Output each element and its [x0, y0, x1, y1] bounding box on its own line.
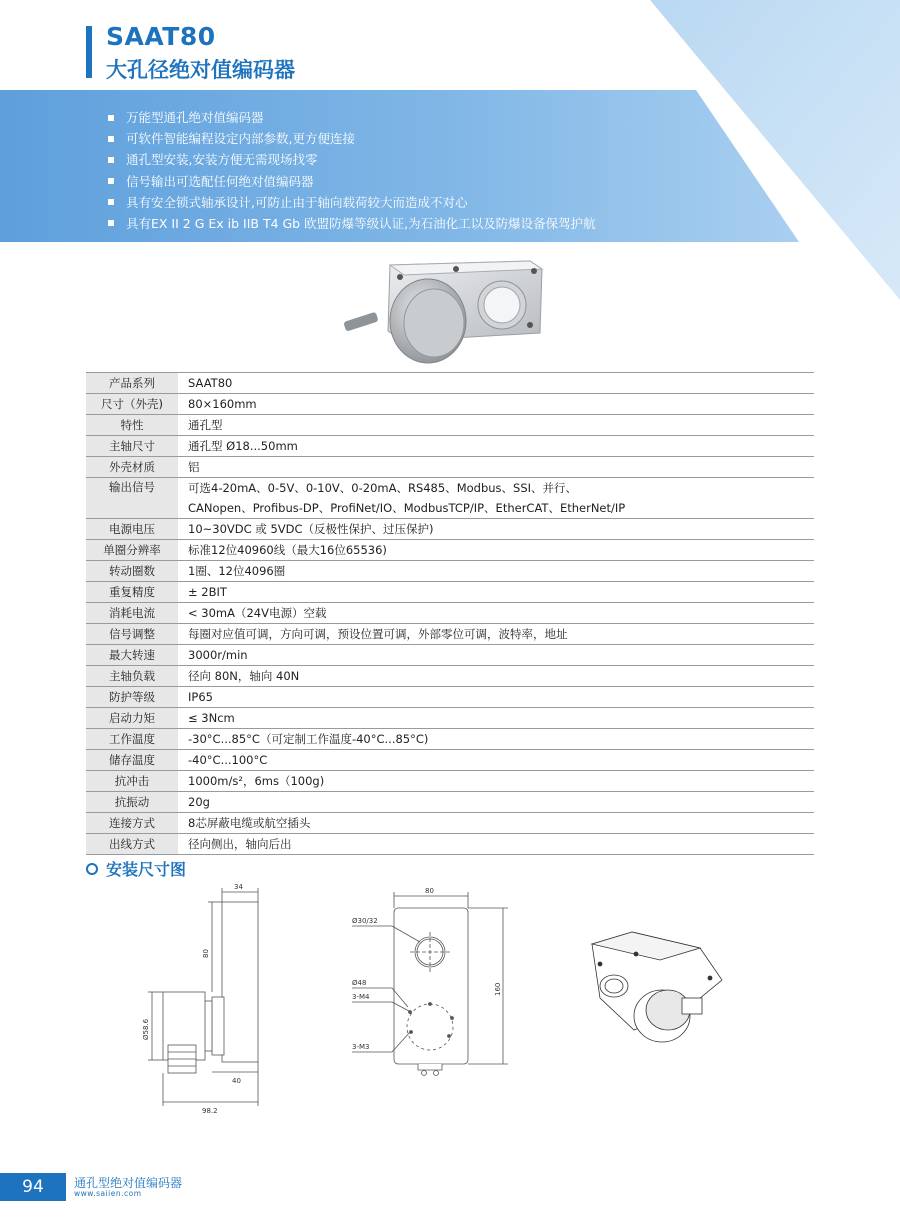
- feature-list: [108, 107, 596, 234]
- spec-value: 径向 80N，轴向 40N: [178, 666, 814, 687]
- table-row: [86, 457, 814, 478]
- spec-label: 出线方式: [86, 834, 178, 855]
- dim-label: Ø48: [352, 979, 367, 987]
- dim-label: 34: [234, 883, 243, 891]
- spec-label: 尺寸（外壳): [86, 394, 178, 415]
- spec-label: 抗冲击: [86, 771, 178, 792]
- spec-label: 主轴尺寸: [86, 436, 178, 457]
- feature-item: 具有安全锁式轴承设计,可防止由于轴向载荷较大而造成不对心: [108, 192, 596, 213]
- spec-value: SAAT80: [178, 373, 814, 394]
- spec-value: 8芯屏蔽电缆或航空插头: [178, 813, 814, 834]
- circle-icon: [86, 863, 98, 875]
- spec-value: 20g: [178, 792, 814, 813]
- spec-label: 连接方式: [86, 813, 178, 834]
- dim-label: Ø30/32: [352, 917, 378, 925]
- dimension-drawings: [0, 880, 900, 1130]
- table-row: [86, 415, 814, 436]
- side-view-drawing: [142, 883, 258, 1115]
- table-row: [86, 519, 814, 540]
- spec-table: [86, 372, 814, 855]
- spec-label: 特性: [86, 415, 178, 436]
- table-row: [86, 708, 814, 729]
- dim-label: 40: [232, 1077, 241, 1085]
- front-view-drawing: [352, 887, 508, 1076]
- table-row: [86, 687, 814, 708]
- footer-url: www.saiien.com: [74, 1189, 142, 1198]
- product-image: [330, 255, 570, 370]
- spec-value: -30°C...85°C（可定制工作温度-40°C...85°C): [178, 729, 814, 750]
- product-title: 大孔径绝对值编码器: [106, 58, 295, 82]
- spec-label: 消耗电流: [86, 603, 178, 624]
- spec-value: 3000r/min: [178, 645, 814, 666]
- table-row: [86, 373, 814, 394]
- footer-title: 通孔型绝对值编码器: [74, 1176, 183, 1190]
- spec-value: 径向侧出，轴向后出: [178, 834, 814, 855]
- title-accent-bar: [86, 26, 92, 78]
- dim-label: 3-M4: [352, 993, 370, 1001]
- bullet-icon: [108, 220, 114, 226]
- bullet-icon: [108, 157, 114, 163]
- table-row: [86, 813, 814, 834]
- spec-value: 通孔型: [178, 415, 814, 436]
- feature-item: 通孔型安装,安装方便无需现场找零: [108, 149, 596, 170]
- table-row: [86, 750, 814, 771]
- table-row: [86, 771, 814, 792]
- table-row: [86, 624, 814, 645]
- spec-label: 转动圈数: [86, 561, 178, 582]
- spec-value: 1圈、12位4096圈: [178, 561, 814, 582]
- spec-label: 启动力矩: [86, 708, 178, 729]
- spec-value: 每圈对应值可调，方向可调，预设位置可调，外部零位可调，波特率，地址: [178, 624, 814, 645]
- isometric-view-drawing: [592, 932, 722, 1042]
- spec-label: 工作温度: [86, 729, 178, 750]
- feature-item: 可软件智能编程设定内部参数,更方便连接: [108, 128, 596, 149]
- page-footer: [0, 1173, 900, 1201]
- spec-value: ≤ 3Ncm: [178, 708, 814, 729]
- feature-item: 万能型通孔绝对值编码器: [108, 107, 596, 128]
- spec-label: 输出信号: [86, 478, 178, 519]
- spec-label: 产品系列: [86, 373, 178, 394]
- spec-value: 标准12位40960线（最大16位65536): [178, 540, 814, 561]
- table-row: [86, 729, 814, 750]
- bullet-icon: [108, 115, 114, 121]
- spec-label: 主轴负载: [86, 666, 178, 687]
- dim-label: Ø58.6: [142, 1018, 150, 1040]
- table-row: [86, 792, 814, 813]
- spec-label: 电源电压: [86, 519, 178, 540]
- spec-value: 10~30VDC 或 5VDC（反极性保护、过压保护): [178, 519, 814, 540]
- spec-label: 信号调整: [86, 624, 178, 645]
- table-row: [86, 436, 814, 457]
- spec-value: < 30mA（24V电源）空载: [178, 603, 814, 624]
- page-number: 94: [22, 1177, 44, 1197]
- spec-value: 通孔型 Ø18...50mm: [178, 436, 814, 457]
- feature-item: 信号输出可选配任何绝对值编码器: [108, 171, 596, 192]
- table-row: [86, 540, 814, 561]
- spec-label: 防护等级: [86, 687, 178, 708]
- spec-value: 铝: [178, 457, 814, 478]
- table-row: [86, 478, 814, 519]
- bullet-icon: [108, 199, 114, 205]
- spec-label: 单圈分辨率: [86, 540, 178, 561]
- spec-label: 外壳材质: [86, 457, 178, 478]
- spec-label: 最大转速: [86, 645, 178, 666]
- product-model: SAAT80: [106, 22, 216, 51]
- feature-item: 具有EX II 2 G Ex ib IIB T4 Gb 欧盟防爆等级认证,为石油化工以及防爆设备保驾护航: [108, 213, 596, 234]
- dim-label: 160: [494, 982, 502, 996]
- table-row: [86, 603, 814, 624]
- table-row: [86, 582, 814, 603]
- table-row: [86, 666, 814, 687]
- spec-label: 抗振动: [86, 792, 178, 813]
- spec-value: 1000m/s²，6ms（100g): [178, 771, 814, 792]
- spec-value: IP65: [178, 687, 814, 708]
- spec-value: -40°C...100°C: [178, 750, 814, 771]
- dim-label: 80: [425, 887, 434, 895]
- spec-value: 可选4-20mA、0-5V、0-10V、0-20mA、RS485、Modbus、SSI、并行、 CANopen、Profibus-DP、ProfiNet/IO、ModbusTCP/IP、EtherCAT、EtherNet/IP: [178, 478, 814, 519]
- spec-label: 重复精度: [86, 582, 178, 603]
- table-row: [86, 394, 814, 415]
- dim-label: 98.2: [202, 1107, 218, 1115]
- bullet-icon: [108, 178, 114, 184]
- dim-label: 3-M3: [352, 1043, 370, 1051]
- spec-value: ± 2BIT: [178, 582, 814, 603]
- spec-label: 储存温度: [86, 750, 178, 771]
- table-row: [86, 834, 814, 855]
- install-section-title: 安装尺寸图: [86, 857, 186, 880]
- bullet-icon: [108, 136, 114, 142]
- table-row: [86, 561, 814, 582]
- dim-label: 80: [202, 949, 210, 958]
- table-row: [86, 645, 814, 666]
- spec-value: 80×160mm: [178, 394, 814, 415]
